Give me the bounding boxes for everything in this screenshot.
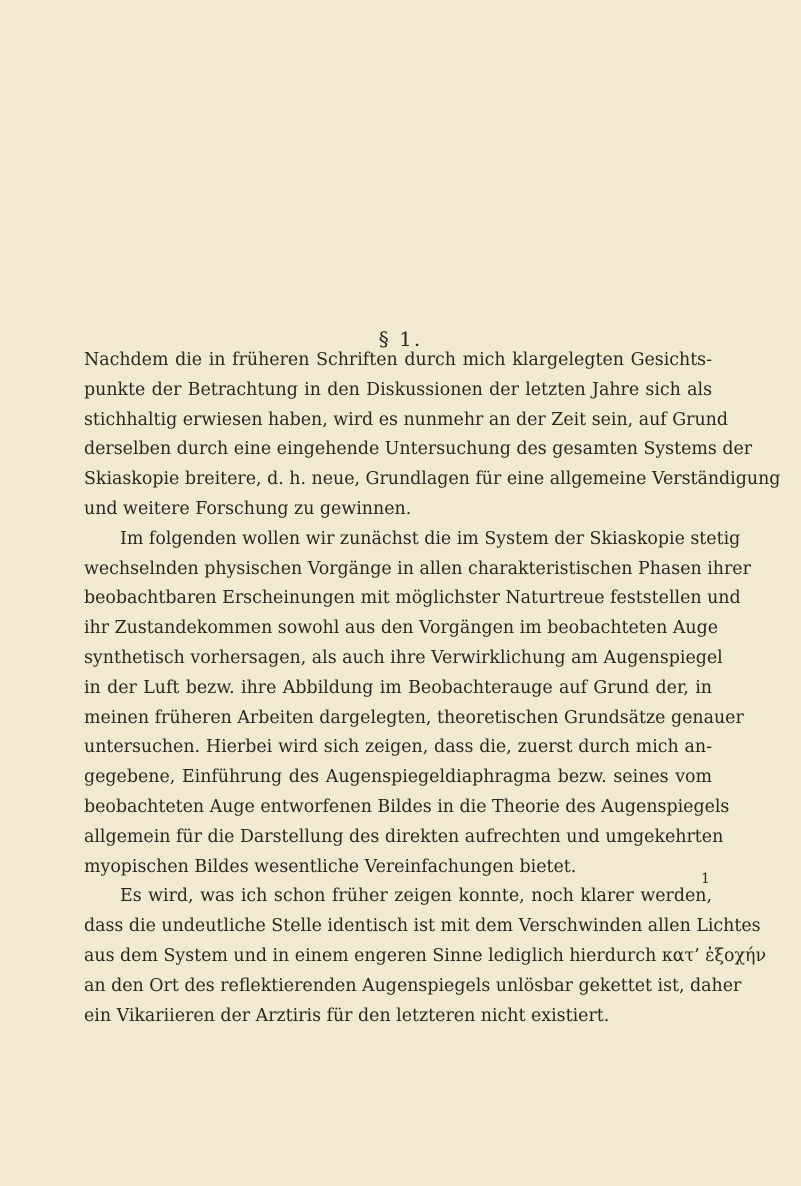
text-line: wechselnden physischen Vorgänge in allen charakteristischen Phasen ihrer <box>84 558 751 579</box>
body-text <box>84 346 781 1031</box>
text-line: ihr Zustandekommen sowohl aus den Vorgängen im beobachteten Auge <box>84 618 719 639</box>
text-line: an den Ort des reflektierenden Augenspiegels unlösbar gekettet ist, daher <box>84 975 742 996</box>
text-line: Skiaskopie breitere, d. h. neue, Grundlagen für eine allgemeine Verständigung <box>84 469 781 490</box>
text-line: derselben durch eine eingehende Untersuchung des gesamten Systems der <box>84 439 753 460</box>
text-line: allgemein für die Darstellung des direkten aufrechten und umgekehrten <box>84 826 724 847</box>
text-line: punkte der Betrachtung in den Diskussionen der letzten Jahre sich als <box>84 379 712 400</box>
page-number: 1 <box>701 871 710 887</box>
text-line: untersuchen. Hierbei wird sich zeigen, dass die, zuerst durch mich an- <box>84 737 712 758</box>
text-line: dass die undeutliche Stelle identisch ist mit dem Verschwinden allen Lichtes <box>84 916 761 937</box>
section-heading: § 1. <box>378 327 423 351</box>
text-line: meinen früheren Arbeiten dargelegten, theoretischen Grundsätze genauer <box>84 707 744 728</box>
text-line: beobachtbaren Erscheinungen mit möglichster Naturtreue feststellen und <box>84 588 741 609</box>
text-line: in der Luft bezw. ihre Abbildung im Beobachterauge auf Grund der, in <box>84 677 712 698</box>
text-line: stichhaltig erwiesen haben, wird es nunmehr an der Zeit sein, auf Grund <box>84 409 729 430</box>
text-line: beobachteten Auge entworfenen Bildes in die Theorie des Augenspiegels <box>84 796 730 817</box>
text-line: synthetisch vorhersagen, als auch ihre Verwirklichung am Augenspiegel <box>84 647 723 668</box>
text-line: und weitere Forschung zu gewinnen. <box>84 498 412 519</box>
text-line: myopischen Bildes wesentliche Vereinfachungen bietet. <box>84 856 577 877</box>
text-line: Es wird, was ich schon früher zeigen konnte, noch klarer werden, <box>120 886 712 907</box>
text-line: Im folgenden wollen wir zunächst die im System der Skiaskopie stetig <box>120 528 741 549</box>
text-line: aus dem System und in einem engeren Sinne lediglich hierdurch κατ’ ἐξοχήν <box>84 945 767 966</box>
text-line: gegebene, Einführung des Augenspiegeldiaphragma bezw. seines vom <box>84 767 712 788</box>
text-line: ein Vikariieren der Arztiris für den letzteren nicht existiert. <box>84 1005 610 1026</box>
text-line: Nachdem die in früheren Schriften durch mich klargelegten Gesichts- <box>84 350 712 370</box>
